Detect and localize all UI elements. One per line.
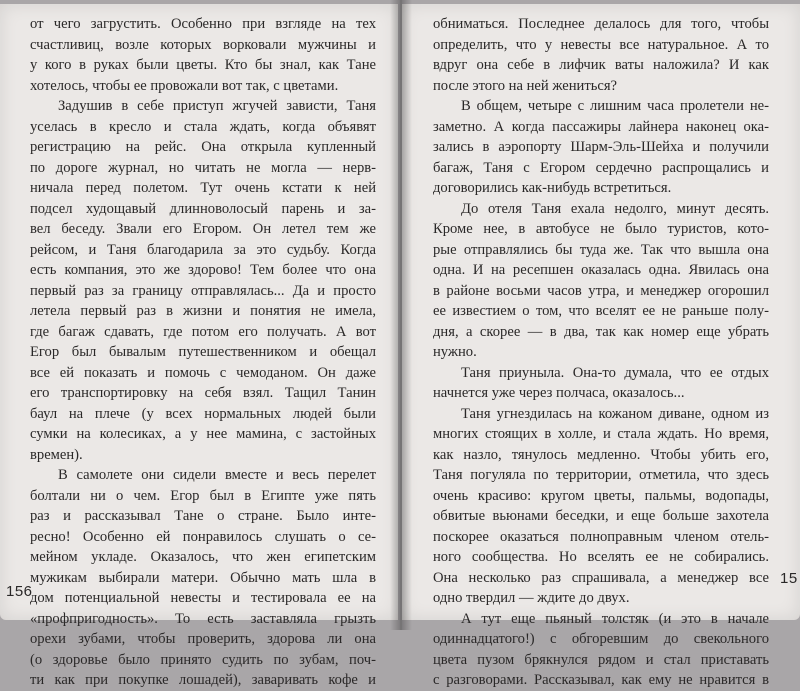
text-line: обвитые вьюнами беседки, и еще больше захотела [433, 508, 769, 524]
text-line: А тут еще пьяный толстяк (и это в начале [461, 610, 769, 627]
text-line: ти как при покупке лошадей), заваривать кофе и [30, 672, 376, 688]
text-line: баул на плече (у всех нормальных людей были [30, 405, 376, 422]
text-line: ее известием о том, что вселят ее не раньше полу- [433, 303, 769, 319]
text-line: где багаж сдавать, где потом его получать. А вот [30, 323, 376, 340]
text-line: цвета пузом брякнулся рядом и стал приставать [433, 651, 769, 668]
text-line: зались в аэропорту Шарм-Эль-Шейха и получили [433, 139, 769, 155]
text-line: летела первый раз в жизни и понятия не имела, [30, 303, 376, 319]
text-line: от чего загрустить. Особенно при взгляде на тех [30, 16, 376, 32]
text-line: сумки на колесиках, а у нее мамина, с застойных [30, 426, 376, 442]
text-line: как назло, тянулось медленно. Чтобы убить его, [433, 446, 769, 463]
text-line: рейсом, и Таня благодарила за это судьбу. Когда [30, 241, 376, 258]
text-line: ресно! Особенно ей понравилось слушать о се- [30, 528, 376, 545]
text-line: счастливиц, возле которых ворковали мужчины и [30, 36, 376, 53]
text-line: В самолете они сидели вместе и весь перелет [58, 467, 376, 483]
text-line: регистрацию на рейс. Она открыла купленный [30, 139, 376, 155]
text-line: багаж, Таня с Егором сердечно распрощались и [433, 159, 769, 176]
text-line: рые отправлялись бы туда же. Так что вышла она [433, 241, 769, 258]
text-line: подсел худощавый длинноволосый парень и за- [30, 200, 376, 217]
text-line: поскорее оказаться полноправным членом отель- [433, 528, 769, 545]
text-line: раз и рассказывал Тане о стране. Было инте- [30, 508, 376, 524]
text-line: все ей показать и помочь с чемоданом. Он даже [30, 364, 376, 381]
left-page-text [30, 14, 376, 691]
text-line: мейном укладе. Оказалось, что жен египетским [30, 549, 376, 565]
text-line: дом потенциальной невесты и тестировала ее на [30, 590, 376, 606]
text-line: ного сообщества. Но вселять ее не собирались. [433, 549, 769, 565]
text-line: есть компания, это же здорово! Тем более что она [30, 262, 376, 278]
text-line: дня, а скорее — в два, так как номер еще убрать [433, 323, 769, 340]
text-line: заметно. А когда пассажиры лайнера наконец ока- [433, 118, 769, 135]
text-line: после этого на ней жениться? [433, 77, 618, 94]
left-page-number: 156 [6, 583, 33, 600]
text-line: Таня приуныла. Она-то думала, что ее отдых [461, 364, 769, 381]
text-line: одна. И на ресепшен оказалась одна. Явилась она [433, 262, 769, 278]
text-line: мужикам выбирали матери. Обычно мать шла в [30, 569, 376, 586]
text-line: многих стоящих в холле, и стала ждать. Но время, [433, 426, 769, 442]
text-line: вел беседу. Звали его Егором. Он летел тем же [30, 221, 376, 237]
text-line: болтали ни о чем. Егор был в Египте уже пять [30, 487, 376, 504]
text-line: с разговорами. Рассказывал, как ему не нравится в [433, 672, 769, 688]
text-line: Таня погуляла по территории, отметила, что здесь [433, 467, 769, 483]
text-line: обниматься. Последнее делалось для того, чтобы [433, 16, 769, 32]
book-gutter [390, 0, 412, 630]
text-line: у кого в руках были цветы. Кто бы знал, как Тане [30, 57, 376, 73]
text-line: очень красиво: кругом цветы, пальмы, водопады, [433, 487, 769, 504]
text-line: Она несколько раз спрашивала, а менеджер все [433, 569, 769, 586]
text-line: первый раз за границу отправлялась... Да и просто [30, 282, 376, 299]
text-line: Таня угнездилась на кожаном диване, одном из [461, 405, 769, 422]
text-line: орехи зубами, чтобы проверить, здорова ли она [30, 631, 376, 647]
text-line: вдруг она себе в лифчик ваты наложила? И как [433, 57, 769, 73]
right-page-number: 15 [780, 570, 798, 587]
right-page-text [433, 14, 769, 691]
text-line: определить, что у невесты все натуральное. А то [433, 36, 769, 53]
text-line: Егор был бывалым путешественником и обещал [30, 344, 376, 360]
text-line: одно твердил — ждите до двух. [433, 590, 630, 606]
text-line: ничала перед полетом. Тут очень кстати к ней [30, 180, 376, 196]
text-line: Задушив в себе приступ жгучей зависти, Таня [58, 98, 376, 114]
text-line: по дороге журнал, но читать не могла — нерв- [30, 159, 376, 176]
text-line: Кроме нее, в автобусе не было туристов, кото- [433, 221, 769, 237]
text-line: нужно. [433, 344, 477, 360]
text-line: уселась в кресло и стала ждать, когда объявят [30, 118, 376, 135]
text-line: времен). [30, 446, 83, 463]
text-line: начнется уже через полчаса, оказалось... [433, 385, 685, 401]
text-line: одиннадцатого!) с обгоревшим до свекольного [433, 631, 769, 647]
text-line: До отеля Таня ехала недолго, минут десять. [461, 200, 769, 217]
text-line: В общем, четыре с лишним часа пролетели не- [461, 98, 769, 114]
text-line: договорились как-нибудь встретиться. [433, 180, 672, 196]
text-line: хотелось, чтобы ее провожали вот так, с цветами. [30, 77, 339, 94]
text-line: в районе восьми часов утра, и менеджер огорошил [433, 282, 769, 299]
text-line: его транспортировку на себя взял. Тащил Танин [30, 385, 376, 401]
text-line: «профпригодность». То есть заставляла грызть [30, 610, 376, 627]
text-line: (о здоровье было принято судить по зубам, поч- [30, 651, 376, 668]
